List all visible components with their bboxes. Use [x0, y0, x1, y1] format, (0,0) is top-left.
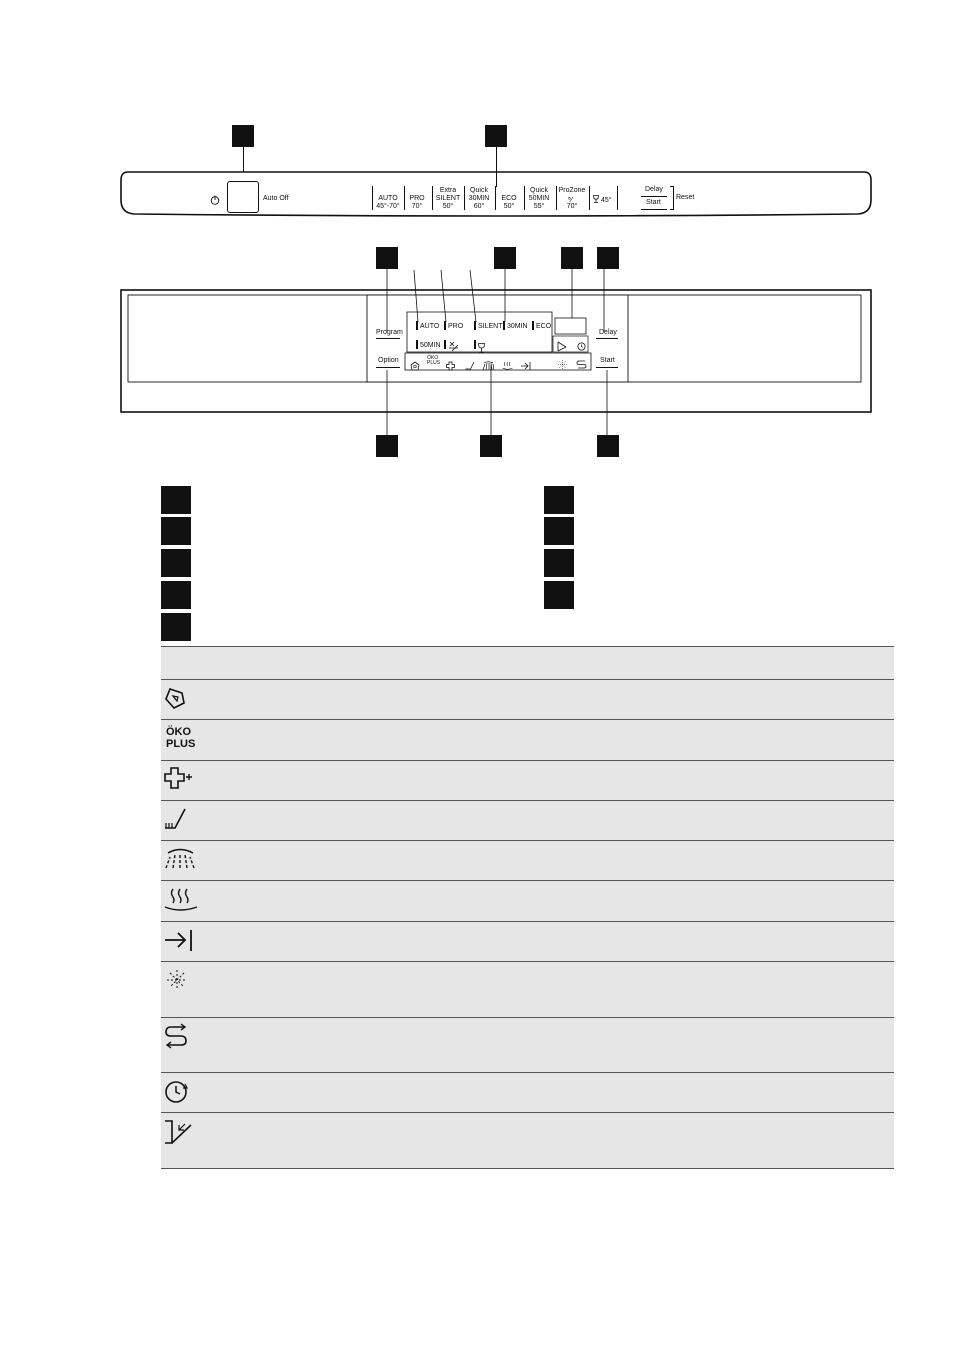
- clock-indicator-icon: [576, 339, 587, 357]
- power-icon: [210, 192, 220, 202]
- legend-square-2: [161, 517, 191, 545]
- prozone-indicator-icon: [448, 339, 460, 357]
- power-button[interactable]: [227, 181, 259, 213]
- delay-button[interactable]: Delay: [645, 186, 663, 193]
- indicator-eco: ECO: [536, 323, 552, 330]
- table-row: [161, 760, 894, 800]
- extra-hygiene-icon: [163, 766, 193, 792]
- program-extra-silent-button[interactable]: Extra SILENT 50°: [435, 187, 461, 210]
- start-button-2[interactable]: Start: [600, 357, 615, 364]
- legend-square-7: [544, 517, 574, 545]
- salt-option-icon: [557, 357, 568, 375]
- drying-icon: [163, 886, 199, 914]
- program-eco-button[interactable]: ECO 50°: [501, 195, 517, 210]
- glass-indicator-icon: [478, 340, 485, 358]
- door-indicator-icon: [557, 339, 568, 357]
- panel-2-outline: [0, 240, 954, 460]
- table-header-row: [161, 646, 894, 679]
- prozone-icon: [556, 195, 588, 203]
- table-row: [161, 961, 894, 1017]
- svg-text:⁸⁄: ⁸⁄: [568, 196, 572, 204]
- legend-square-8: [544, 549, 574, 577]
- program-button[interactable]: Program: [376, 329, 403, 336]
- legend-square-4: [161, 581, 191, 609]
- tablet-option-icon: [410, 358, 420, 376]
- glass-icon: [593, 197, 601, 204]
- spray-arm-icon: [163, 846, 197, 872]
- table-row: [161, 719, 894, 760]
- oko-plus-icon: ÖKO PLUS: [166, 726, 196, 750]
- program-glass-button[interactable]: 45°: [593, 195, 612, 205]
- table-row: [161, 679, 894, 719]
- legend-square-3: [161, 549, 191, 577]
- table-row: [161, 1112, 894, 1169]
- legend-square-5: [161, 613, 191, 641]
- rinse-aid-icon: [163, 806, 189, 832]
- end-of-program-icon: [163, 928, 195, 954]
- legend-square-9: [544, 581, 574, 609]
- program-prozone-button[interactable]: ProZone ⁸⁄ 70°: [556, 187, 588, 211]
- program-pro-button[interactable]: PRO 70°: [409, 195, 425, 210]
- indicator-auto: AUTO: [420, 323, 440, 330]
- table-row: [161, 800, 894, 840]
- option-button[interactable]: Option: [378, 357, 399, 364]
- legend-square-6: [544, 486, 574, 514]
- regeneration-icon: [163, 1023, 189, 1049]
- legend-square-1: [161, 486, 191, 514]
- table-row: [161, 1072, 894, 1112]
- auto-off-label: Auto Off: [263, 195, 289, 202]
- program-quick-50min-button[interactable]: Quick 50MIN 55°: [528, 187, 550, 210]
- indicator-silent: SILENT: [478, 323, 503, 330]
- salt-indicator-icon: [165, 968, 189, 992]
- program-quick-30min-button[interactable]: Quick 30MIN 60°: [468, 187, 490, 210]
- regen-option-icon: [576, 357, 587, 375]
- table-row: [161, 921, 894, 961]
- table-row: [161, 840, 894, 880]
- delay-clock-icon: [163, 1078, 191, 1106]
- spray-option-icon: [482, 358, 494, 376]
- program-auto-button[interactable]: AUTO 45°-70°: [376, 195, 400, 210]
- indicator-30min: 30MIN: [507, 323, 528, 330]
- drying-option-icon: [502, 358, 513, 376]
- rinse-aid-option-icon: [465, 358, 475, 376]
- start-button[interactable]: Start: [646, 199, 661, 206]
- indicator-50min: 50MIN: [420, 342, 441, 349]
- table-row: [161, 880, 894, 921]
- delay-button-2[interactable]: Delay: [599, 329, 617, 336]
- detergent-tablet-icon: [163, 686, 187, 710]
- end-option-icon: [520, 358, 531, 376]
- reset-label: Reset: [676, 194, 695, 201]
- table-row: [161, 1017, 894, 1072]
- indicator-pro: PRO: [448, 323, 464, 330]
- door-open-icon: [163, 1119, 195, 1147]
- hygiene-option-icon: [446, 358, 457, 376]
- oko-plus-option-icon: ÖKO PLUS: [427, 355, 441, 366]
